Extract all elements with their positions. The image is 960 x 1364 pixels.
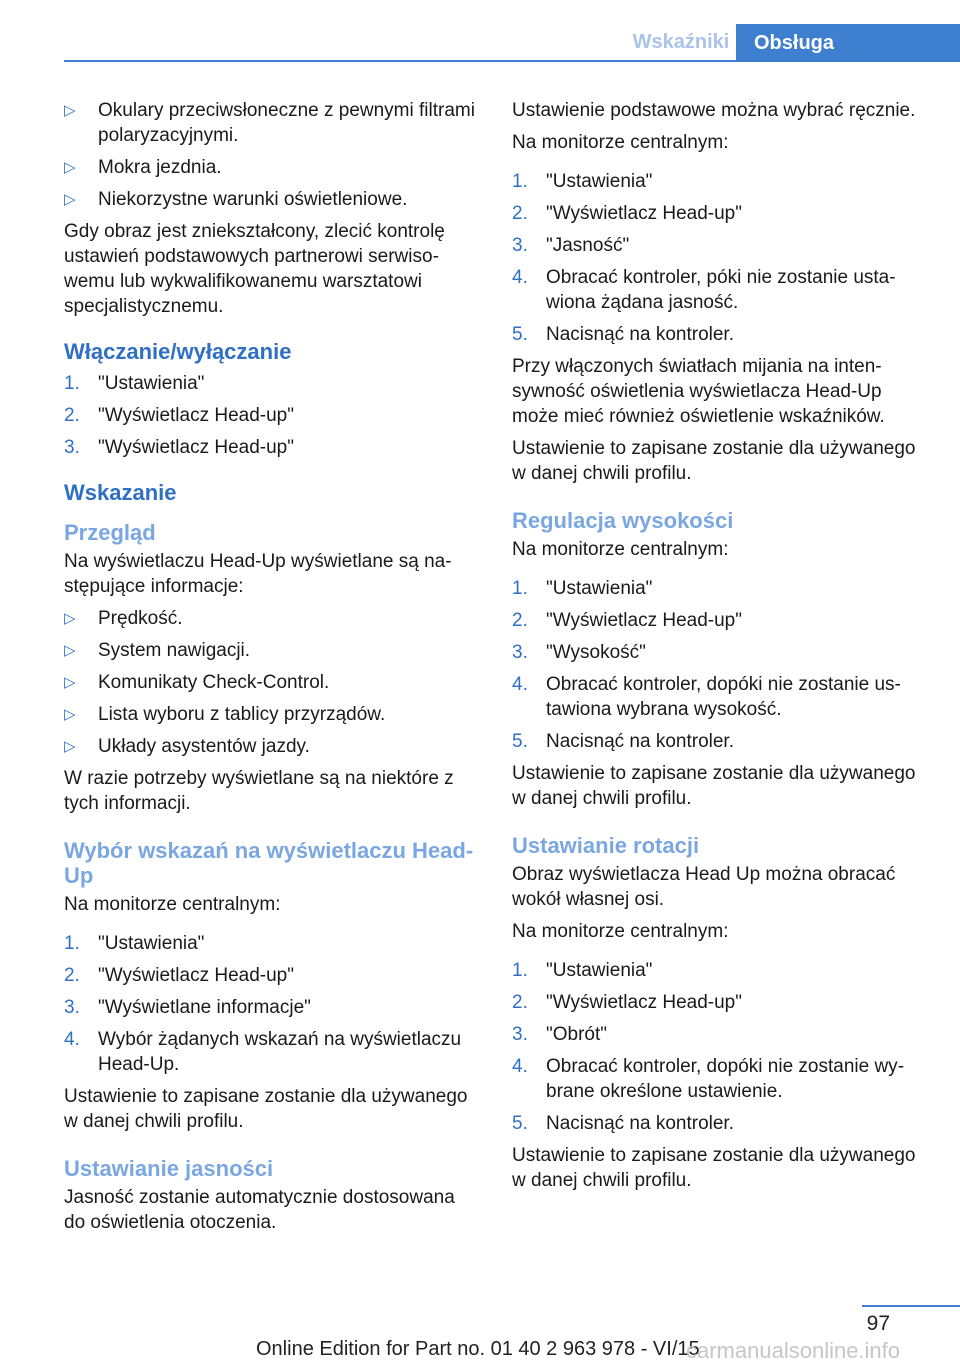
watermark: carmanualsonline.info <box>686 1338 901 1363</box>
steps-height <box>512 576 924 754</box>
list-item: 3. "Wyświetlane informacje" <box>64 997 311 1018</box>
triangle-bullet-icon: ▷ <box>64 642 76 659</box>
list-item: ▷ Okulary przeciwsłoneczne z pewnymi filtrami polaryzacyjnymi. <box>64 100 475 146</box>
list-item: 2. "Wyświetlacz Head-up" <box>512 992 742 1013</box>
list-item: 5. Nacisnąć na kontroler. <box>512 324 734 345</box>
list-item: 5. Nacisnąć na kontroler. <box>512 1113 734 1134</box>
list-item: 3. "Obrót" <box>512 1024 608 1045</box>
bullet-list-1 <box>64 98 479 212</box>
triangle-bullet-icon: ▷ <box>64 191 76 208</box>
heading-rotation: Ustawianie rotacji <box>512 833 700 858</box>
paragraph-low-beam: Przy włączonych światłach mijania na intensywność oświetlenia wyświetlacza Head-Up może mieć również oświetlenie wskaźników. <box>512 356 885 427</box>
paragraph-overview: Na wyświetlaczu Head-Up wyświetlane są następujące informacje: <box>64 551 452 597</box>
steps-rotation <box>512 958 924 1136</box>
list-item: ▷ System nawigacji. <box>64 640 251 661</box>
triangle-bullet-icon: ▷ <box>64 706 76 723</box>
triangle-bullet-icon: ▷ <box>64 610 76 627</box>
list-item: ▷ Prędkość. <box>64 608 183 629</box>
header-rule <box>64 60 960 62</box>
list-item: ▷ Lista wyboru z tablicy przyrządów. <box>64 704 386 725</box>
list-item: 2. "Wyświetlacz Head-up" <box>64 405 294 426</box>
list-item: 4. Wybór żądanych wskazań na wyświetlaczu Head-Up. <box>64 1029 462 1075</box>
page-number: 97 <box>866 1312 890 1335</box>
paragraph-monitor: Na monitorze centralnym: <box>512 921 729 942</box>
paragraph-saved: Ustawienie to zapisane zostanie dla używanego w danej chwili profilu. <box>512 1145 916 1191</box>
heading-on-off: Włączanie/wyłączanie <box>64 339 292 364</box>
triangle-bullet-icon: ▷ <box>64 102 76 119</box>
list-item: ▷ Mokra jezdnia. <box>64 157 222 178</box>
bullet-list-2 <box>64 606 479 759</box>
list-item: ▷ Układy asystentów jazdy. <box>64 736 310 757</box>
list-item: 4. Obracać kontroler, dopóki nie zostanie wybrane określone ustawienie. <box>512 1056 905 1102</box>
paragraph-monitor: Na monitorze centralnym: <box>64 894 281 915</box>
heading-height: Regulacja wysokości <box>512 508 734 533</box>
list-item: 1. "Ustawienia" <box>512 578 653 599</box>
list-item: 2. "Wyświetlacz Head-up" <box>64 965 294 986</box>
steps-on-off <box>64 371 479 460</box>
heading-select-display: Wybór wskazań na wyświetlaczu Head-Up <box>64 838 474 888</box>
heading-brightness: Ustawianie jasności <box>64 1156 274 1181</box>
paragraph-distortion: Gdy obraz jest zniekształcony, zlecić kontrolę ustawień podstawowych partnerowi serwisowemu lub wykwalifikowanemu warsztatowi specjalistycznemu. <box>64 221 445 317</box>
list-item: 3. "Wyświetlacz Head-up" <box>64 437 294 458</box>
heading-display: Wskazanie <box>64 480 177 505</box>
paragraph-saved: Ustawienie to zapisane zostanie dla używanego w danej chwili profilu. <box>512 438 916 484</box>
list-item: 1. "Ustawienia" <box>512 171 653 192</box>
steps-brightness <box>512 169 924 347</box>
paragraph-some-info: W razie potrzeby wyświetlane są na niektóre z tych informacji. <box>64 768 454 814</box>
footer-rule <box>862 1305 960 1307</box>
paragraph-brightness: Jasność zostanie automatycznie dostosowana do oświetlenia otoczenia. <box>64 1187 455 1233</box>
list-item: 4. Obracać kontroler, dopóki nie zostanie ustawiona wybrana wysokość. <box>512 674 901 720</box>
paragraph-rotation: Obraz wyświetlacza Head Up można obracać wokół własnej osi. <box>512 864 896 910</box>
paragraph-monitor: Na monitorze centralnym: <box>512 132 729 153</box>
tab-operation[interactable]: Obsługa <box>736 24 960 62</box>
edition-note: Online Edition for Part no. 01 40 2 963 978 - VI/15 <box>256 1338 700 1360</box>
paragraph-manual: Ustawienie podstawowe można wybrać ręcznie. <box>512 100 916 121</box>
list-item: 2. "Wyświetlacz Head-up" <box>512 610 742 631</box>
list-item: 1. "Ustawienia" <box>512 960 653 981</box>
list-item: 1. "Ustawienia" <box>64 933 205 954</box>
list-item: 5. Nacisnąć na kontroler. <box>512 731 734 752</box>
tab-indicators[interactable]: Wskaźniki <box>632 31 730 53</box>
left-column <box>64 98 479 1242</box>
list-item: 1. "Ustawienia" <box>64 373 205 394</box>
list-item: 3. "Jasność" <box>512 235 630 256</box>
paragraph-saved: Ustawienie to zapisane zostanie dla używanego w danej chwili profilu. <box>64 1086 468 1132</box>
list-item: 4. Obracać kontroler, póki nie zostanie ustawiona żądana jasność. <box>512 267 896 313</box>
triangle-bullet-icon: ▷ <box>64 738 76 755</box>
paragraph-saved: Ustawienie to zapisane zostanie dla używanego w danej chwili profilu. <box>512 763 916 809</box>
list-item: ▷ Niekorzystne warunki oświetleniowe. <box>64 189 408 210</box>
right-column <box>512 98 924 1200</box>
heading-overview: Przegląd <box>64 520 156 545</box>
list-item: 3. "Wysokość" <box>512 642 646 663</box>
list-item: 2. "Wyświetlacz Head-up" <box>512 203 742 224</box>
triangle-bullet-icon: ▷ <box>64 674 76 691</box>
steps-select <box>64 931 479 1077</box>
triangle-bullet-icon: ▷ <box>64 159 76 176</box>
paragraph-monitor: Na monitorze centralnym: <box>512 539 729 560</box>
list-item: ▷ Komunikaty Check-Control. <box>64 672 330 693</box>
